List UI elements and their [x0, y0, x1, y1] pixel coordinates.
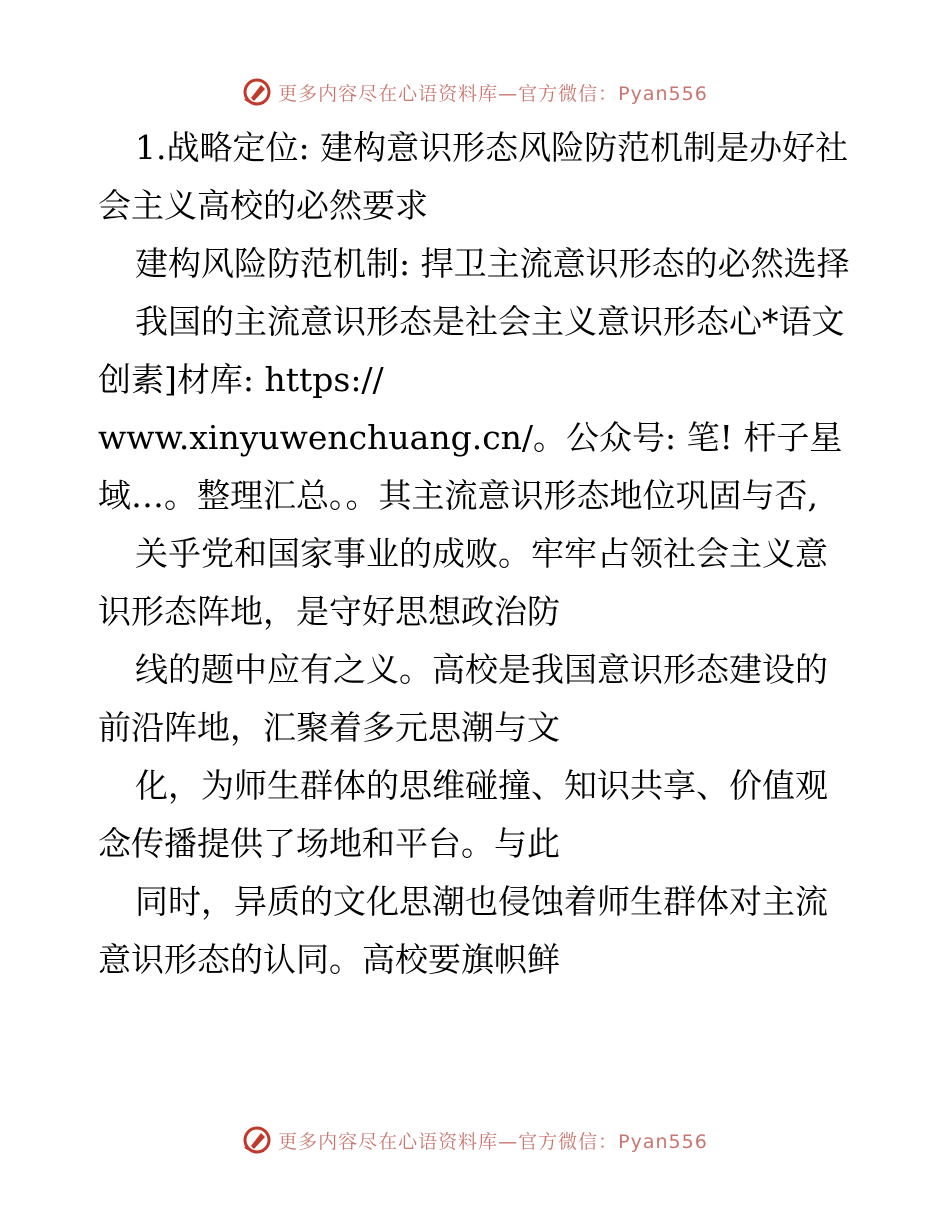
watermark-text: 更多内容尽在心语资料库—官方微信：Pyan556	[278, 1130, 708, 1153]
paragraph: 建构风险防范机制: 捍卫主流意识形态的必然选择	[135, 244, 850, 283]
pen-logo-icon	[242, 77, 272, 107]
paragraph: 线的题中应有之义。高校是我国意识形态建设的前沿阵地，汇聚着多元思潮与文	[98, 650, 828, 747]
footer-watermark	[0, 1120, 950, 1160]
pen-logo-icon	[242, 1125, 272, 1155]
paragraph: 同时，异质的文化思潮也侵蚀着师生群体对主流意识形态的认同。高校要旗帜鲜	[98, 882, 828, 979]
paragraph-heading: 1.战略定位: 建构意识形态风险防范机制是办好社会主义高校的必然要求	[98, 128, 849, 225]
paragraph: www.xinyuwenchuang.cn/。公众号: 笔! 杆子星域…。整理汇总。。其主流意识形态地位巩固与否,	[98, 418, 843, 515]
paragraph: 化，为师生群体的思维碰撞、知识共享、价值观念传播提供了场地和平台。与此	[98, 766, 828, 863]
paragraph: 关乎党和国家事业的成败。牢牢占领社会主义意识形态阵地，是守好思想政治防	[98, 534, 828, 631]
paragraph: 我国的主流意识形态是社会主义意识形态心*语文创素]材库: https://	[98, 302, 845, 399]
header-watermark	[0, 72, 950, 112]
document-body	[98, 119, 858, 989]
watermark-text: 更多内容尽在心语资料库—官方微信：Pyan556	[278, 82, 708, 105]
